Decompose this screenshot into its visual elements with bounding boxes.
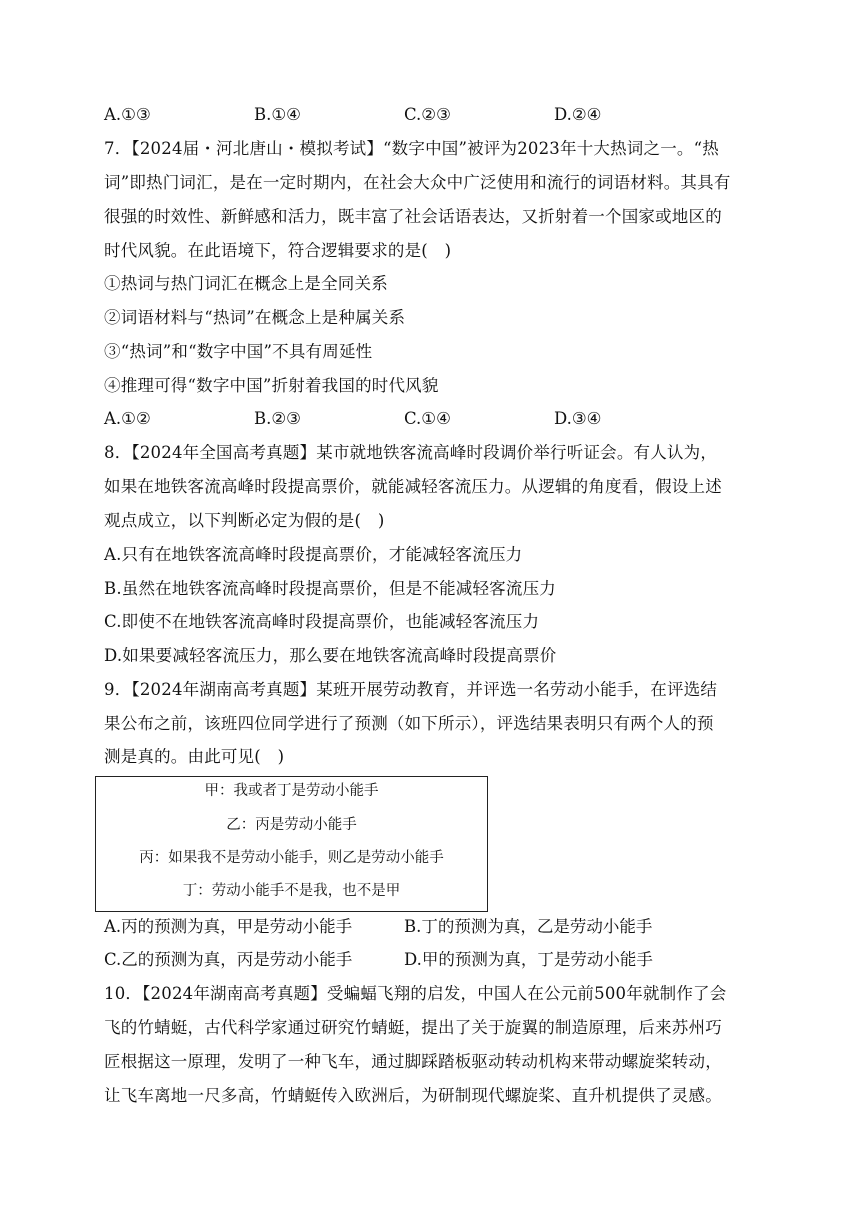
q7-option-d: D.③④ xyxy=(554,409,602,428)
q7-statement: ④推理可得“数字中国”折射着我国的时代风貌 xyxy=(104,376,439,395)
q7-option-c: C.①④ xyxy=(404,409,451,428)
q6-option-c: C.②③ xyxy=(404,105,451,124)
q7-stem-line: 词”即热门词汇，是在一定时期内，在社会大众中广泛使用和流行的词语材料。其具有 xyxy=(104,173,731,192)
prediction-ding: 丁：劳动小能手不是我，也不是甲 xyxy=(182,883,401,899)
q10-stem-line: 让飞车离地一尺多高，竹蜻蜓传入欧洲后，为研制现代螺旋桨、直升机提供了灵感。 xyxy=(104,1086,722,1105)
q7-stem-line: 时代风貌。在此语境下，符合逻辑要求的是( ) xyxy=(104,241,452,260)
q7-option-b: B.②③ xyxy=(254,409,301,428)
q8-stem-line: 观点成立，以下判断必定为假的是( ) xyxy=(104,511,385,530)
prediction-jia: 甲：我或者丁是劳动小能手 xyxy=(204,783,379,799)
prediction-bing: 丙：如果我不是劳动小能手，则乙是劳动小能手 xyxy=(139,850,444,866)
q6-option-d: D.②④ xyxy=(554,105,602,124)
q8-option-d: D.如果要减轻客流压力，那么要在地铁客流高峰时段提高票价 xyxy=(104,646,557,665)
q7-statement: ②词语材料与“热词”在概念上是种属关系 xyxy=(104,308,406,327)
prediction-yi: 乙：丙是劳动小能手 xyxy=(226,817,357,833)
q7-statement: ③“热词”和“数字中国”不具有周延性 xyxy=(104,342,373,361)
q8-option-c: C.即使不在地铁客流高峰时段提高票价，也能减轻客流压力 xyxy=(104,612,540,631)
q10-stem-line: 匠根据这一原理，发明了一种飞车，通过脚踩踏板驱动转动机构来带动螺旋桨转动， xyxy=(104,1052,722,1071)
q10-stem-line: 10．【2024年湖南高考真题】受蝙蝠飞翔的启发，中国人在公元前500年就制作了会 xyxy=(104,984,727,1003)
q9-stem-line: 9．【2024年湖南高考真题】某班开展劳动教育，并评选一名劳动小能手，在评选结 xyxy=(104,680,718,699)
q8-option-b: B.虽然在地铁客流高峰时段提高票价，但是不能减轻客流压力 xyxy=(104,579,556,598)
q8-stem-line: 8．【2024年全国高考真题】某市就地铁客流高峰时段调价举行听证会。有人认为， xyxy=(104,443,718,462)
q8-stem-line: 如果在地铁客流高峰时段提高票价，就能减轻客流压力。从逻辑的角度看，假设上述 xyxy=(104,477,722,496)
q9-option-d: D.甲的预测为真，丁是劳动小能手 xyxy=(404,950,653,969)
q10-stem-line: 飞的竹蜻蜓，古代科学家通过研究竹蜻蜓，提出了关于旋翼的制造原理，后来苏州巧 xyxy=(104,1018,722,1037)
predictions-box xyxy=(95,776,488,912)
q7-stem-line: 很强的时效性、新鲜感和活力，既丰富了社会话语表达，又折射着一个国家或地区的 xyxy=(104,207,722,226)
q9-option-a: A.丙的预测为真，甲是劳动小能手 xyxy=(104,917,353,936)
q9-option-b: B.丁的预测为真，乙是劳动小能手 xyxy=(404,917,653,936)
q6-option-a: A.①③ xyxy=(104,105,151,124)
q7-statement: ①热词与热门词汇在概念上是全同关系 xyxy=(104,274,388,293)
q6-option-b: B.①④ xyxy=(254,105,301,124)
q9-stem-line: 测是真的。由此可见( ) xyxy=(104,747,285,766)
q7-option-a: A.①② xyxy=(104,409,151,428)
q9-stem-line: 果公布之前，该班四位同学进行了预测（如下所示），评选结果表明只有两个人的预 xyxy=(104,714,714,733)
q8-option-a: A.只有在地铁客流高峰时段提高票价，才能减轻客流压力 xyxy=(104,545,523,564)
q9-option-c: C.乙的预测为真，丙是劳动小能手 xyxy=(104,950,353,969)
q7-stem-line: 7．【2024届・河北唐山・模拟考试】“数字中国”被评为2023年十大热词之一。“热 xyxy=(104,139,719,158)
